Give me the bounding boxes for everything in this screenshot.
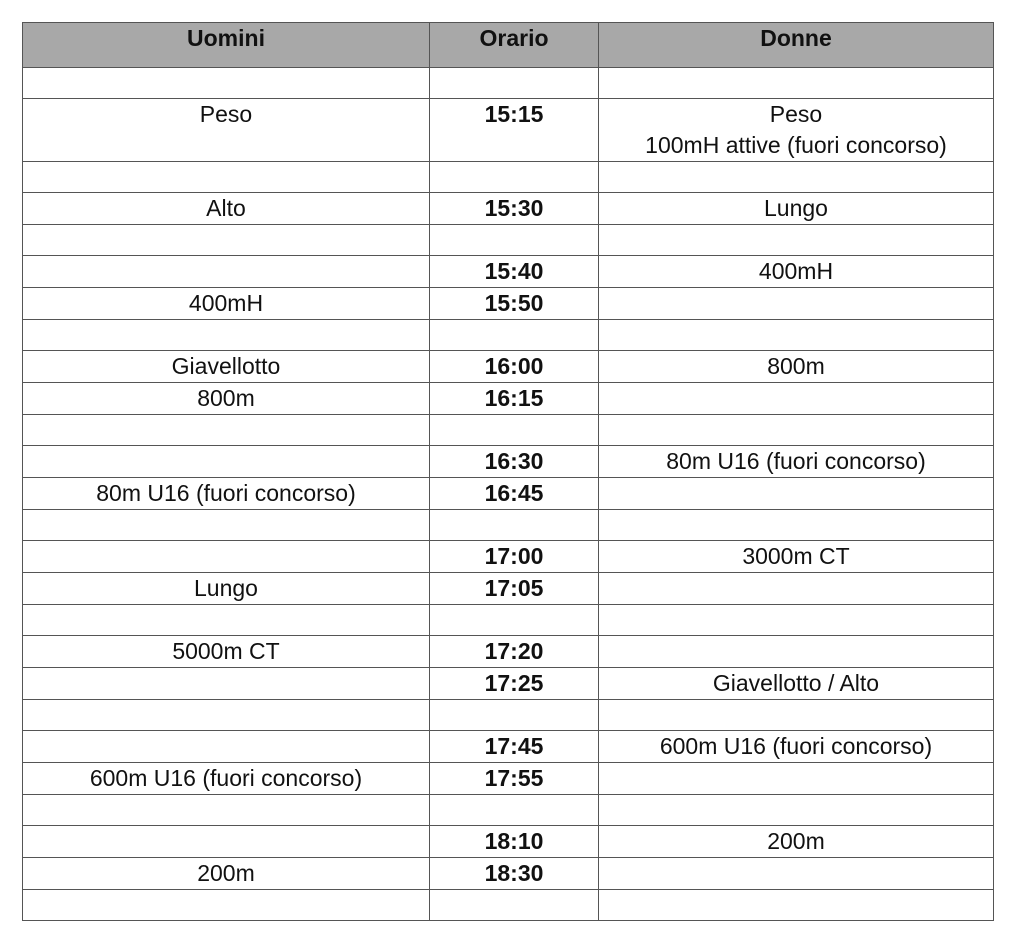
cell-time (430, 225, 599, 256)
cell-women: 3000m CT (599, 541, 994, 573)
cell-men (23, 256, 430, 288)
cell-women: Lungo (599, 193, 994, 225)
cell-men: 600m U16 (fuori concorso) (23, 763, 430, 795)
cell-men: Alto (23, 193, 430, 225)
cell-time: 16:15 (430, 383, 599, 415)
cell-men: Peso (23, 99, 430, 162)
cell-women (599, 858, 994, 890)
header-row (23, 23, 994, 68)
cell-men: 80m U16 (fuori concorso) (23, 478, 430, 510)
cell-women (599, 320, 994, 351)
cell-men: 5000m CT (23, 636, 430, 668)
table-row (23, 288, 994, 320)
table-row (23, 636, 994, 668)
table-row (23, 383, 994, 415)
cell-men (23, 446, 430, 478)
table-row (23, 763, 994, 795)
cell-women (599, 763, 994, 795)
cell-men: Lungo (23, 573, 430, 605)
cell-women (599, 510, 994, 541)
cell-time: 18:10 (430, 826, 599, 858)
cell-men (23, 890, 430, 921)
table-row (23, 573, 994, 605)
cell-men (23, 700, 430, 731)
cell-men (23, 68, 430, 99)
cell-time: 17:20 (430, 636, 599, 668)
table-row (23, 826, 994, 858)
cell-women (599, 890, 994, 921)
cell-time: 16:00 (430, 351, 599, 383)
header-men: Uomini (23, 23, 430, 68)
cell-women: Giavellotto / Alto (599, 668, 994, 700)
cell-time (430, 68, 599, 99)
table-row (23, 320, 994, 351)
cell-women: 600m U16 (fuori concorso) (599, 731, 994, 763)
cell-men (23, 731, 430, 763)
cell-men (23, 795, 430, 826)
cell-time (430, 162, 599, 193)
cell-men: 800m (23, 383, 430, 415)
cell-women (599, 225, 994, 256)
cell-time: 17:00 (430, 541, 599, 573)
cell-women: 400mH (599, 256, 994, 288)
cell-women (599, 288, 994, 320)
table-row (23, 478, 994, 510)
table-row (23, 510, 994, 541)
cell-women (599, 478, 994, 510)
cell-women (599, 573, 994, 605)
cell-women: Peso 100mH attive (fuori concorso) (599, 99, 994, 162)
cell-women (599, 605, 994, 636)
cell-time: 17:05 (430, 573, 599, 605)
cell-time (430, 415, 599, 446)
table-row (23, 193, 994, 225)
table-row (23, 890, 994, 921)
table-row (23, 541, 994, 573)
table-row (23, 256, 994, 288)
cell-women (599, 383, 994, 415)
cell-women (599, 700, 994, 731)
cell-time (430, 890, 599, 921)
cell-women: 200m (599, 826, 994, 858)
table-row (23, 795, 994, 826)
table-row (23, 415, 994, 446)
cell-men (23, 510, 430, 541)
cell-men (23, 162, 430, 193)
schedule-table (22, 22, 994, 921)
table-row (23, 668, 994, 700)
cell-men (23, 225, 430, 256)
cell-women: 80m U16 (fuori concorso) (599, 446, 994, 478)
table-row (23, 858, 994, 890)
cell-women (599, 415, 994, 446)
cell-time: 15:30 (430, 193, 599, 225)
cell-time: 16:30 (430, 446, 599, 478)
cell-time: 15:40 (430, 256, 599, 288)
cell-women (599, 162, 994, 193)
cell-women: 800m (599, 351, 994, 383)
cell-men: 200m (23, 858, 430, 890)
table-row (23, 99, 994, 162)
cell-men (23, 320, 430, 351)
cell-men (23, 826, 430, 858)
table-row (23, 605, 994, 636)
table-row (23, 162, 994, 193)
cell-time: 15:15 (430, 99, 599, 162)
cell-time (430, 510, 599, 541)
cell-time: 17:45 (430, 731, 599, 763)
cell-women (599, 636, 994, 668)
cell-men (23, 541, 430, 573)
cell-time: 16:45 (430, 478, 599, 510)
table-row (23, 351, 994, 383)
table-row (23, 700, 994, 731)
cell-men (23, 605, 430, 636)
cell-time: 17:25 (430, 668, 599, 700)
cell-women (599, 795, 994, 826)
cell-time: 18:30 (430, 858, 599, 890)
header-women: Donne (599, 23, 994, 68)
table-row (23, 446, 994, 478)
table-row (23, 225, 994, 256)
cell-time (430, 700, 599, 731)
header-time: Orario (430, 23, 599, 68)
cell-time (430, 605, 599, 636)
cell-time (430, 795, 599, 826)
table-row (23, 731, 994, 763)
cell-men (23, 415, 430, 446)
cell-time (430, 320, 599, 351)
cell-women (599, 68, 994, 99)
cell-men: 400mH (23, 288, 430, 320)
cell-time: 17:55 (430, 763, 599, 795)
cell-men: Giavellotto (23, 351, 430, 383)
cell-time: 15:50 (430, 288, 599, 320)
cell-men (23, 668, 430, 700)
table-row (23, 68, 994, 99)
